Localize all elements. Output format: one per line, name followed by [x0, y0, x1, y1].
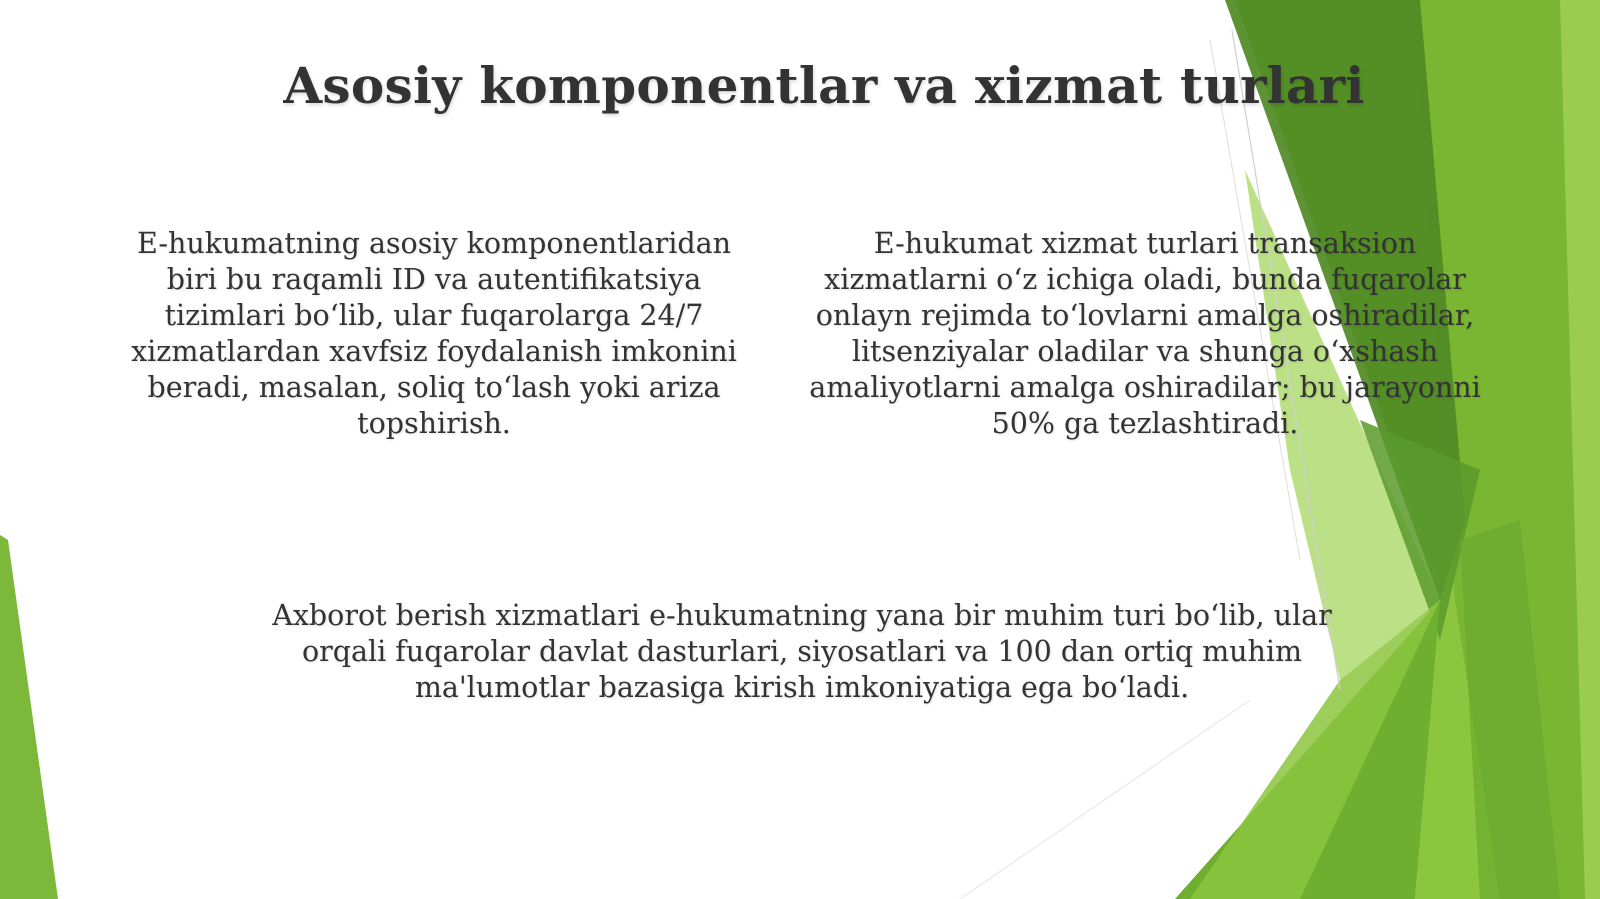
slide-title: Asosiy komponentlar va xizmat turlari	[283, 56, 1365, 115]
paragraph-bottom: Axborot berish xizmatlari e-hukumatning yana bir muhim turi bo‘lib, ular orqali fuqarolar davlat dasturlari, siyosatlari va 100 dan ortiq muhim ma'lumotlar bazasiga kirish imkoniyatiga ega bo‘ladi.	[272, 599, 1332, 704]
left-green-strip	[0, 535, 58, 899]
paragraph-left: E-hukumatning asosiy komponentlaridan biri bu raqamli ID va autentifikatsiya tizimlari bo‘lib, ular fuqarolarga 24/7 xizmatlardan xavfsiz foydalanish imkonini beradi, masalan, soliq to‘lash yoki ariza topshirish.	[131, 227, 737, 440]
paragraph-right: E-hukumat xizmat turlari transaksion xizmatlarni o‘z ichiga oladi, bunda fuqarolar onlayn rejimda to‘lovlarni amalga oshiradilar, litsenziyalar oladilar va shunga o‘xshash amaliyotlarni amalga oshiradilar; bu jarayonni 50% ga tezlashtiradi.	[809, 227, 1481, 440]
